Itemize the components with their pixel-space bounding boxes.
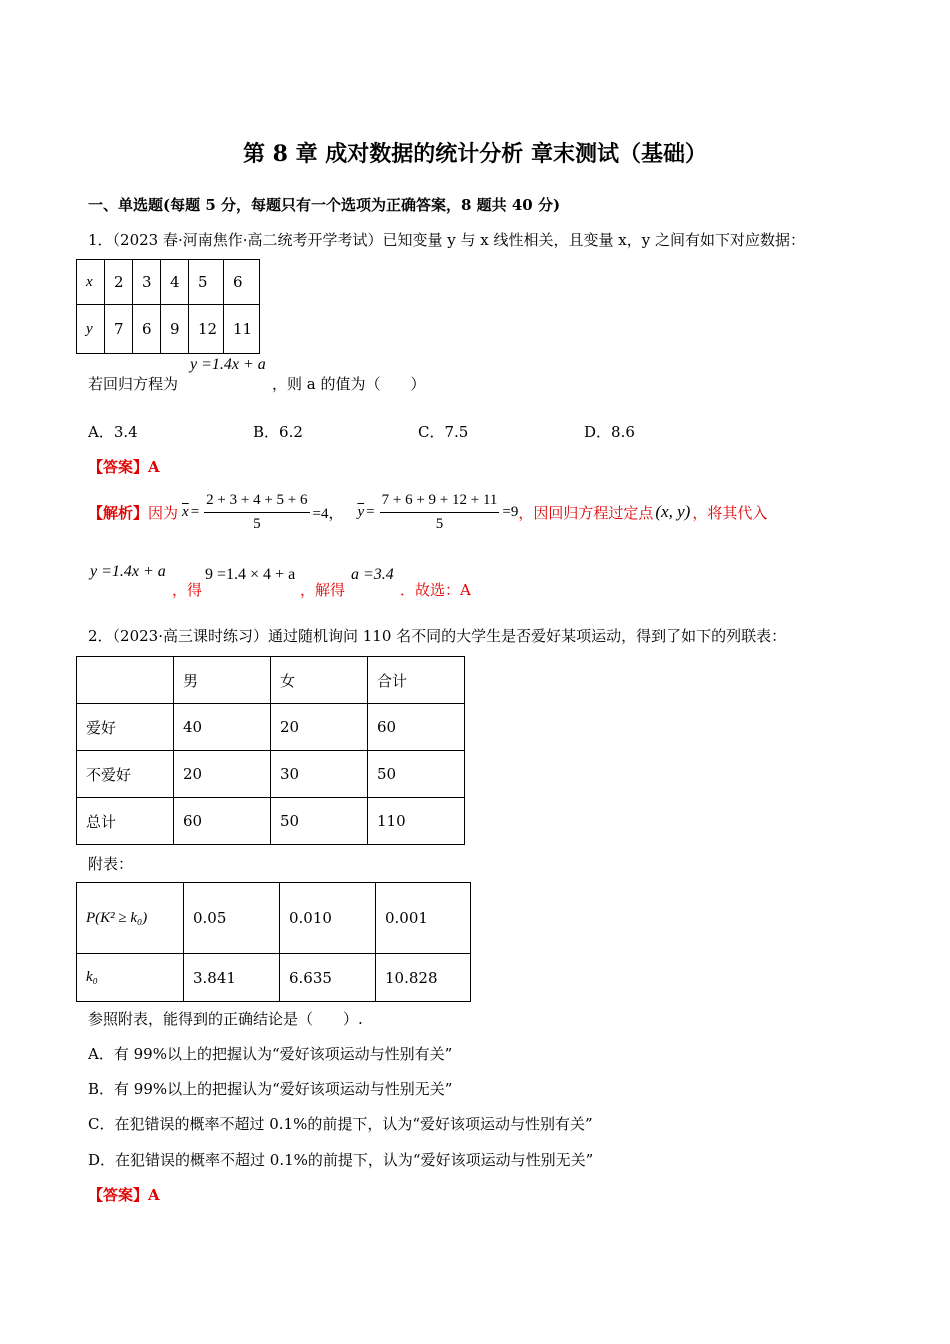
q2-contingency-table bbox=[76, 656, 465, 845]
table-cell: k₀ bbox=[77, 954, 184, 1002]
table-cell: 9 bbox=[161, 305, 189, 354]
table-cell: 60 bbox=[368, 704, 465, 751]
answer-value: A bbox=[148, 1186, 160, 1204]
q1-data-table bbox=[76, 259, 260, 354]
table-cell bbox=[77, 657, 174, 704]
q2-option-d: D．在犯错误的概率不超过 0.1%的前提下，认为“爱好该项运动与性别无关” bbox=[88, 1151, 594, 1169]
page-title: 第 8 章 成对数据的统计分析 章末测试（基础） bbox=[243, 141, 707, 167]
mean-y-fraction bbox=[380, 492, 500, 533]
q1-answer bbox=[88, 456, 160, 477]
table-cell: 6.635 bbox=[280, 954, 376, 1002]
table-cell: 60 bbox=[174, 798, 271, 845]
table-cell: x bbox=[77, 260, 105, 305]
q2-appendix-table bbox=[76, 882, 471, 1002]
analysis-because: 因为 bbox=[148, 503, 179, 522]
table-cell: 合计 bbox=[368, 657, 465, 704]
table-cell: 总计 bbox=[77, 798, 174, 845]
table-cell: 20 bbox=[271, 704, 368, 751]
table-cell: 110 bbox=[368, 798, 465, 845]
table-cell: 6 bbox=[133, 305, 161, 354]
q1-line2-end: ．故选：A bbox=[400, 581, 471, 599]
table-cell: 男 bbox=[174, 657, 271, 704]
answer-label: 【答案】 bbox=[88, 458, 149, 476]
q1-analysis-line1: 【解析】 因为 $\overline{x}$ = $\frac{2 + 3 + 4 + 5 + 6}{5}$ =4， $\overline{y}$ = $\frac{7 + 6 + 9 + 12 + 11}{5}$ =9 ，因回归方程过定点 (x, y) ，将其代入 bbox=[88, 491, 768, 532]
q2-option-b: B．有 99%以上的把握认为“爱好该项运动与性别无关” bbox=[88, 1080, 453, 1098]
table-cell: y bbox=[77, 305, 105, 354]
table-cell: 5 bbox=[189, 260, 224, 305]
section-heading: 一、单选题(每题 5 分，每题只有一个选项为正确答案，8 题共 40 分) bbox=[88, 196, 561, 214]
q2-option-a: A．有 99%以上的把握认为“爱好该项运动与性别有关” bbox=[88, 1045, 453, 1063]
mean-y-denominator: 5 bbox=[435, 515, 444, 532]
mean-x-result: =4， bbox=[312, 505, 344, 522]
q1-prompt-after: ，则 a 的值为（ ） bbox=[272, 375, 426, 393]
table-cell: 女 bbox=[271, 657, 368, 704]
table-cell: 10.828 bbox=[376, 954, 471, 1002]
q1-line2-equation: y =1.4x + a bbox=[90, 563, 166, 580]
q2-answer bbox=[88, 1184, 160, 1205]
q1-option-b: B．6.2 bbox=[253, 423, 303, 441]
q1-prompt-before: 若回归方程为 bbox=[88, 375, 179, 393]
mean-x-denominator: 5 bbox=[253, 515, 261, 532]
mean-x-numerator: 2 + 3 + 4 + 5 + 6 bbox=[204, 492, 309, 513]
table-cell: 0.001 bbox=[376, 883, 471, 954]
q2-prompt: 参照附表，能得到的正确结论是（ ）. bbox=[88, 1010, 363, 1028]
q2-option-c: C．在犯错误的概率不超过 0.1%的前提下，认为“爱好该项运动与性别有关” bbox=[88, 1115, 593, 1133]
table-cell: 0.010 bbox=[280, 883, 376, 954]
table-cell: 2 bbox=[105, 260, 133, 305]
table-cell: 3 bbox=[133, 260, 161, 305]
table-cell: 11 bbox=[224, 305, 260, 354]
answer-value: A bbox=[148, 458, 160, 476]
table-cell: 50 bbox=[368, 751, 465, 798]
table-cell: 3.841 bbox=[184, 954, 280, 1002]
q1-regression-equation: y =1.4x + a bbox=[190, 356, 266, 373]
q2-appendix-label: 附表： bbox=[88, 855, 134, 873]
q1-option-c: C．7.5 bbox=[418, 423, 469, 441]
analysis-label: 【解析】 bbox=[88, 503, 149, 522]
table-cell: 12 bbox=[189, 305, 224, 354]
table-cell: P(K² ≥ k₀) bbox=[77, 883, 184, 954]
table-cell: 20 bbox=[174, 751, 271, 798]
table-cell: 40 bbox=[174, 704, 271, 751]
q1-line2-equation2: 9 =1.4 × 4 + a bbox=[205, 566, 296, 583]
q1-line2-result: a =3.4 bbox=[351, 566, 394, 583]
q1-line2-solve: ，解得 bbox=[300, 581, 346, 599]
q2-stem: 2．（2023·高三课时练习）通过随机询问 110 名不同的大学生是否爱好某项运动，得到了如下的列联表： bbox=[88, 627, 787, 645]
y-bar: $\overline{y}$ bbox=[357, 503, 365, 520]
q1-line2-get: ，得 bbox=[172, 581, 203, 599]
mean-y-result: =9 bbox=[502, 503, 519, 520]
table-cell: 不爱好 bbox=[77, 751, 174, 798]
mean-y-numerator: 7 + 6 + 9 + 12 + 11 bbox=[380, 492, 500, 513]
x-bar: $\overline{x}$ bbox=[182, 503, 189, 520]
analysis-substitute: ，将其代入 bbox=[692, 503, 768, 522]
table-cell: 4 bbox=[161, 260, 189, 305]
fixed-point: (x, y) bbox=[655, 502, 691, 521]
answer-label: 【答案】 bbox=[88, 1186, 149, 1204]
table-cell: 0.05 bbox=[184, 883, 280, 954]
q1-stem: 1．（2023 春·河南焦作·高二统考开学考试）已知变量 y 与 x 线性相关，且变量 x，y 之间有如下对应数据： bbox=[88, 231, 806, 249]
table-cell: 爱好 bbox=[77, 704, 174, 751]
table-cell: 6 bbox=[224, 260, 260, 305]
q1-option-a: A．3.4 bbox=[88, 423, 138, 441]
mean-x-fraction bbox=[204, 492, 309, 533]
analysis-mid: ，因回归方程过定点 bbox=[518, 503, 654, 522]
table-cell: 50 bbox=[271, 798, 368, 845]
table-cell: 7 bbox=[105, 305, 133, 354]
q1-option-d: D．8.6 bbox=[584, 423, 635, 441]
table-cell: 30 bbox=[271, 751, 368, 798]
